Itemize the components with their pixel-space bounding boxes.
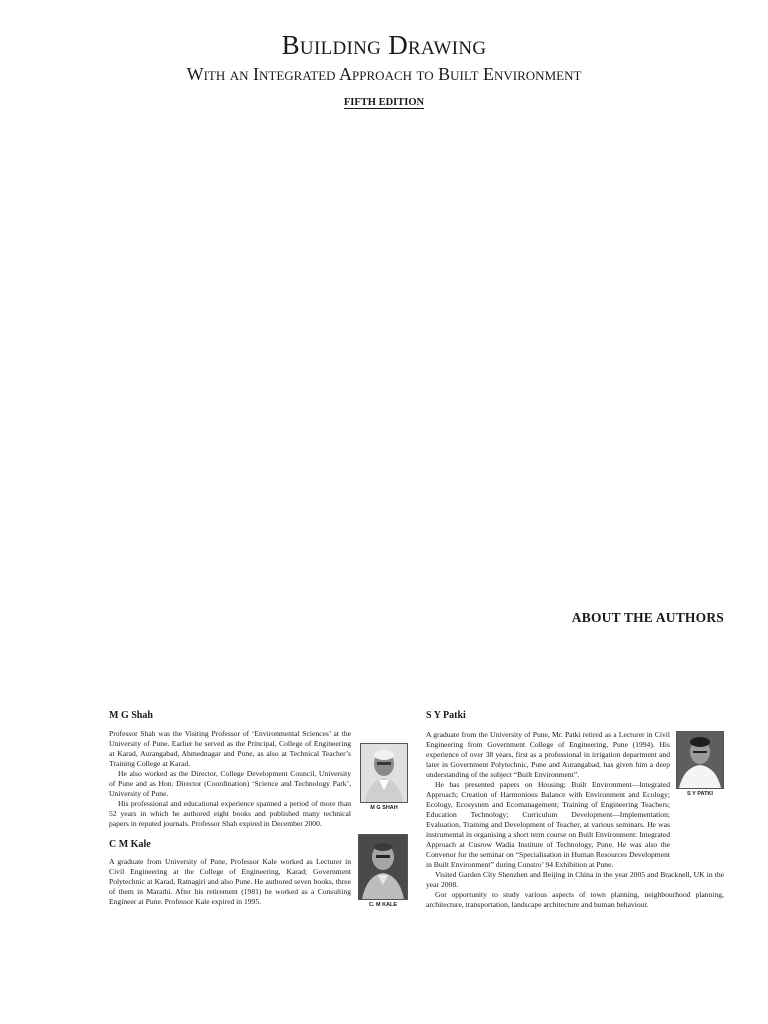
bio-paragraph: His professional and educational experience spanned a period of more than 52 years in which he authored eight books and published many technical papers in reputed journals. Professor Shah expired in December 2000. — [109, 799, 351, 828]
photo-caption: C. M KALE — [368, 902, 398, 908]
author-photo-kale — [358, 834, 408, 908]
portrait-icon — [359, 835, 407, 899]
book-subtitle: With an Integrated Approach to Built Environment — [186, 64, 582, 84]
bio-paragraph: Visited Garden City Shenzhen and Beijing in China in the year 2005 and Bracknell, UK in the year 2008. — [426, 870, 724, 889]
portrait-image — [360, 743, 408, 803]
author-bio-shah — [109, 729, 351, 829]
bio-paragraph: Professor Shah was the Visiting Professor of ‘Environmental Sciences’ at the University of Pune. Earlier he served as the Principal, College of Engineering at Karad, Aurangabad, Ahmednagar and Pune, as also at Technical Teacher’s Training College at Karad. — [109, 729, 351, 768]
author-photo-shah — [360, 743, 408, 811]
portrait-icon — [677, 732, 723, 788]
bio-paragraph: Got opportunity to study various aspects of town planning, neighbourhood planning, architecture, transportation, landscape architecture and human behaviour. — [426, 890, 724, 909]
author-bio-patki-top — [426, 730, 670, 780]
author-bio-kale — [109, 857, 351, 907]
author-name-patki: S Y Patki — [426, 710, 466, 721]
bio-paragraph: He has presented papers on Housing; Built Environment—Integrated Approach; Creation of Harmonious Balance with Environment and Ecology; Ecology, Ecosystem and Ecomanagement; Training of Engineering Teachers; Education Technology; Curriculum Development—Implementation; Evaluation, Training and Development of Teacher, at various seminars. He was instrumental in organising a short term course on Built Environment: Integrated Approach at Cusrow Wadia Institute of Technology, Pune. He was also the Convenor for the seminar on “Specialisation in Human Resources Development in Built Environment” during Constro’ 94 Exhibition at Pune. — [426, 780, 670, 869]
portrait-image — [676, 731, 724, 789]
author-bio-patki — [426, 780, 724, 910]
edition-label — [0, 97, 768, 108]
author-photo-patki — [676, 731, 724, 797]
section-heading: ABOUT THE AUTHORS — [571, 610, 724, 625]
author-name-shah: M G Shah — [109, 710, 153, 721]
photo-caption: M G SHAH — [370, 805, 398, 811]
bio-paragraph: A graduate from the University of Pune, Mr. Patki retired as a Lecturer in Civil Engineering from Government College of Engineering, Pune (1994). His experience of over 38 years, first as a professional in irrigation department and later in Government Polytechnic, Pune and Aurangabad, has given him a deep understanding of the subject “Built Environment”. — [426, 730, 670, 779]
author-name-kale: C M Kale — [109, 839, 151, 850]
book-title: Building Drawing — [281, 30, 487, 60]
portrait-icon — [361, 744, 407, 802]
bio-paragraph: He also worked as the Director, College Development Council, University of Pune and as Hon. Director (Coordination) ‘Science and Technology Park’, University of Pune. — [109, 769, 351, 798]
portrait-image — [358, 834, 408, 900]
edition-text: FIFTH EDITION — [343, 97, 425, 108]
bio-paragraph: A graduate from University of Pune, Professor Kale worked as Lecturer in Civil Engineering at the College of Engineering, Karad; Government Polytechnic at Karad, Ratnagiri and also Pune. He authored seven books, three of them in Marathi. After his retirement (1981) he worked as a Consulting Engineer at Pune. Professor Kale expired in 1995. — [109, 857, 351, 906]
photo-caption: S Y PATKI — [687, 791, 713, 797]
